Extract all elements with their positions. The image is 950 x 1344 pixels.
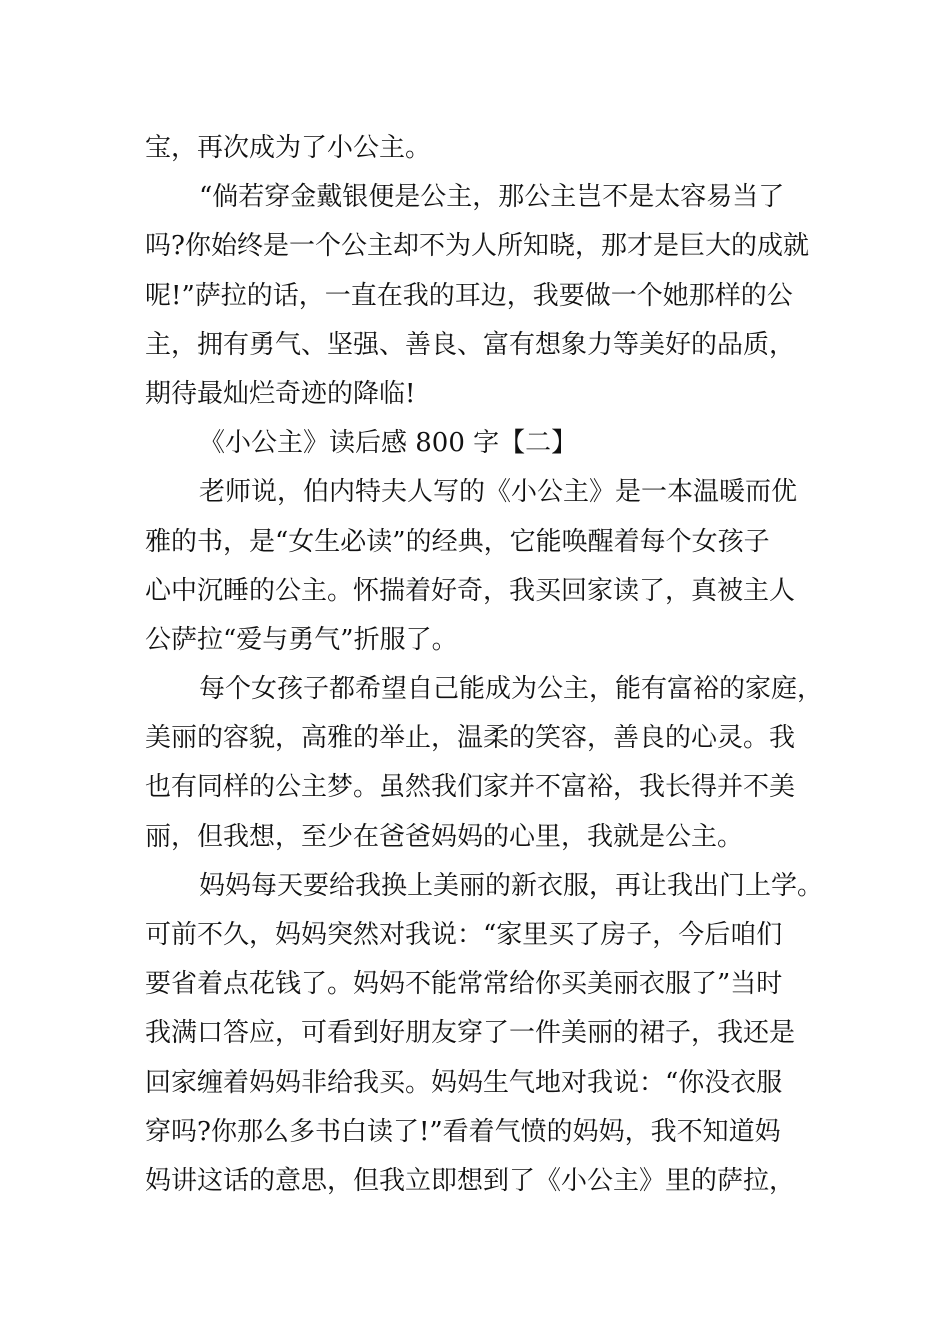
text-line: 宝，再次成为了小公主。 bbox=[145, 133, 432, 163]
text-line: 期待最灿烂奇迹的降临! bbox=[145, 378, 416, 409]
text-line: 妈妈每天要给我换上美丽的新衣服，再让我出门上学。 bbox=[199, 870, 824, 901]
text-line: 也有同样的公主梦。虽然我们家并不富裕，我长得并不美 bbox=[145, 772, 796, 803]
text-line: 雅的书，是“女生必读”的经典，它能唤醒着每个女孩子 bbox=[145, 526, 770, 557]
text-line: 我满口答应，可看到好朋友穿了一件美丽的裙子，我还是 bbox=[145, 1018, 796, 1049]
text-line: 妈讲这话的意思，但我立即想到了《小公主》里的萨拉， bbox=[145, 1165, 796, 1196]
text-line: 美丽的容貌，高雅的举止，温柔的笑容，善良的心灵。我 bbox=[145, 723, 796, 754]
text-line: 回家缠着妈妈非给我买。妈妈生气地对我说：“你没衣服 bbox=[145, 1067, 783, 1098]
text-line: 穿吗?你那么多书白读了!”看着气愤的妈妈，我不知道妈 bbox=[145, 1116, 781, 1147]
document-body bbox=[145, 124, 825, 1206]
text-line: 主，拥有勇气、坚强、善良、富有想象力等美好的品质， bbox=[145, 329, 796, 360]
text-line: 心中沉睡的公主。怀揣着好奇，我买回家读了，真被主人 bbox=[145, 575, 796, 606]
text-line: 老师说，伯内特夫人写的《小公主》是一本温暖而优 bbox=[199, 477, 798, 508]
text-line: 可前不久，妈妈突然对我说：“家里买了房子，今后咱们 bbox=[145, 920, 783, 950]
section-heading: 《小公主》读后感 800 字【二】 bbox=[199, 428, 578, 459]
text-line: 要省着点花钱了。妈妈不能常常给你买美丽衣服了”当时 bbox=[145, 969, 783, 1000]
text-line: 丽，但我想，至少在爸爸妈妈的心里，我就是公主。 bbox=[145, 821, 744, 852]
text-line: 呢!”萨拉的话，一直在我的耳边，我要做一个她那样的公 bbox=[145, 280, 793, 311]
text-line: 每个女孩子都希望自己能成为公主，能有富裕的家庭， bbox=[199, 674, 824, 705]
text-line: 吗?你始终是一个公主却不为人所知晓，那才是巨大的成就 bbox=[145, 231, 809, 262]
text-line: 公萨拉“爱与勇气”折服了。 bbox=[145, 624, 458, 655]
text-line: “倘若穿金戴银便是公主，那公主岂不是太容易当了 bbox=[199, 182, 785, 213]
